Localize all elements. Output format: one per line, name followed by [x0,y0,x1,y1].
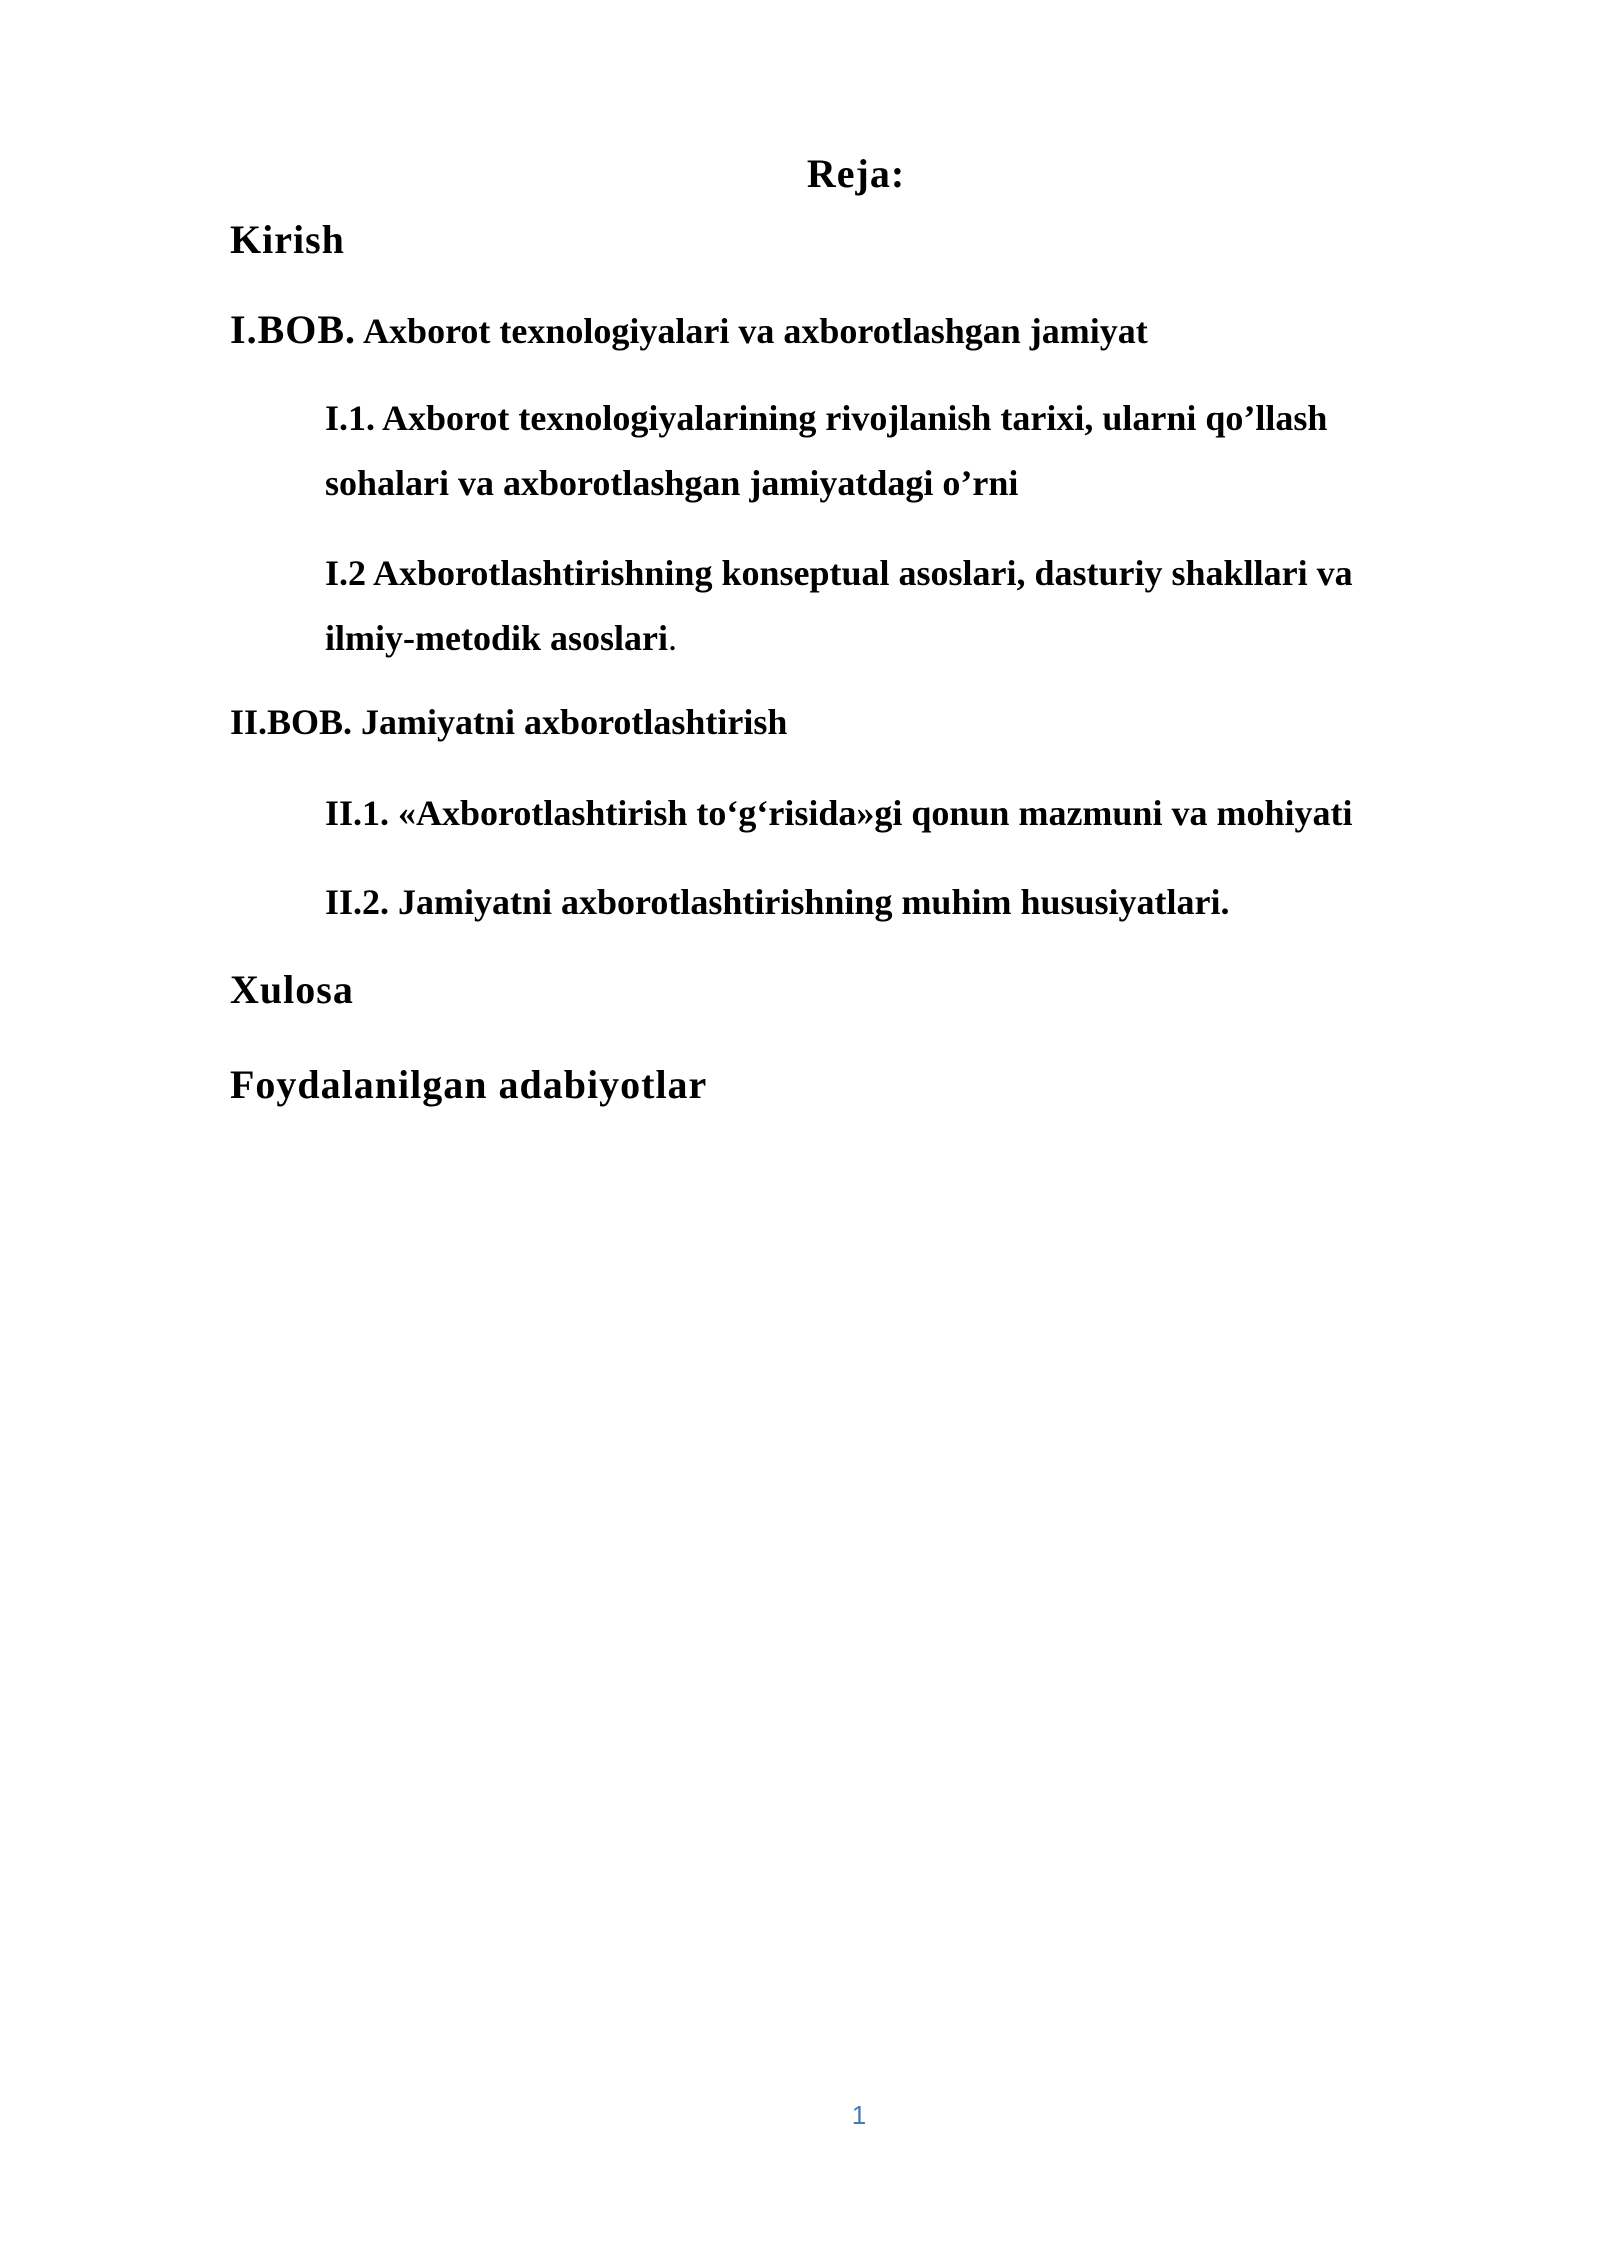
toc-section-2-1 [325,781,1415,846]
chapter-1-prefix: I.BOB. [230,307,357,352]
toc-chapter-1 [230,306,1148,353]
toc-section-1-2 [325,541,1415,671]
toc-item-intro: Kirish [230,217,345,262]
toc-chapter-2 [230,701,787,743]
page-title: Reja: [806,151,906,196]
page-number: 1 [851,2100,867,2130]
section-2-1-text: II.1. «Axborotlashtirish to‘g‘risida»gi qonun mazmuni va mohiyati [325,793,1353,833]
chapter-1-title: Axborot texnologiyalari va axborotlashgan jamiyat [356,311,1148,351]
toc-item-references: Foydalanilgan adabiyotlar [230,1062,708,1107]
toc-item-conclusion: Xulosa [230,967,354,1012]
chapter-2-prefix: II.BOB. [230,702,353,742]
toc-section-1-1 [325,386,1415,516]
section-1-1-text: I.1. Axborot texnologiyalarining rivojlanish tarixi, ularni qo’llash sohalari va axborotlashgan jamiyatdagi o’rni [325,398,1328,503]
section-1-2-tail: . [667,618,677,658]
toc-section-2-2 [325,870,1415,935]
chapter-2-title: Jamiyatni axborotlashtirish [352,702,788,742]
section-1-2-text: I.2 Axborotlashtirishning konseptual asoslari, dasturiy shakllari va ilmiy-metodik asoslari [325,553,1353,658]
section-2-2-text: II.2. Jamiyatni axborotlashtirishning muhim hususiyatlari. [325,882,1230,922]
